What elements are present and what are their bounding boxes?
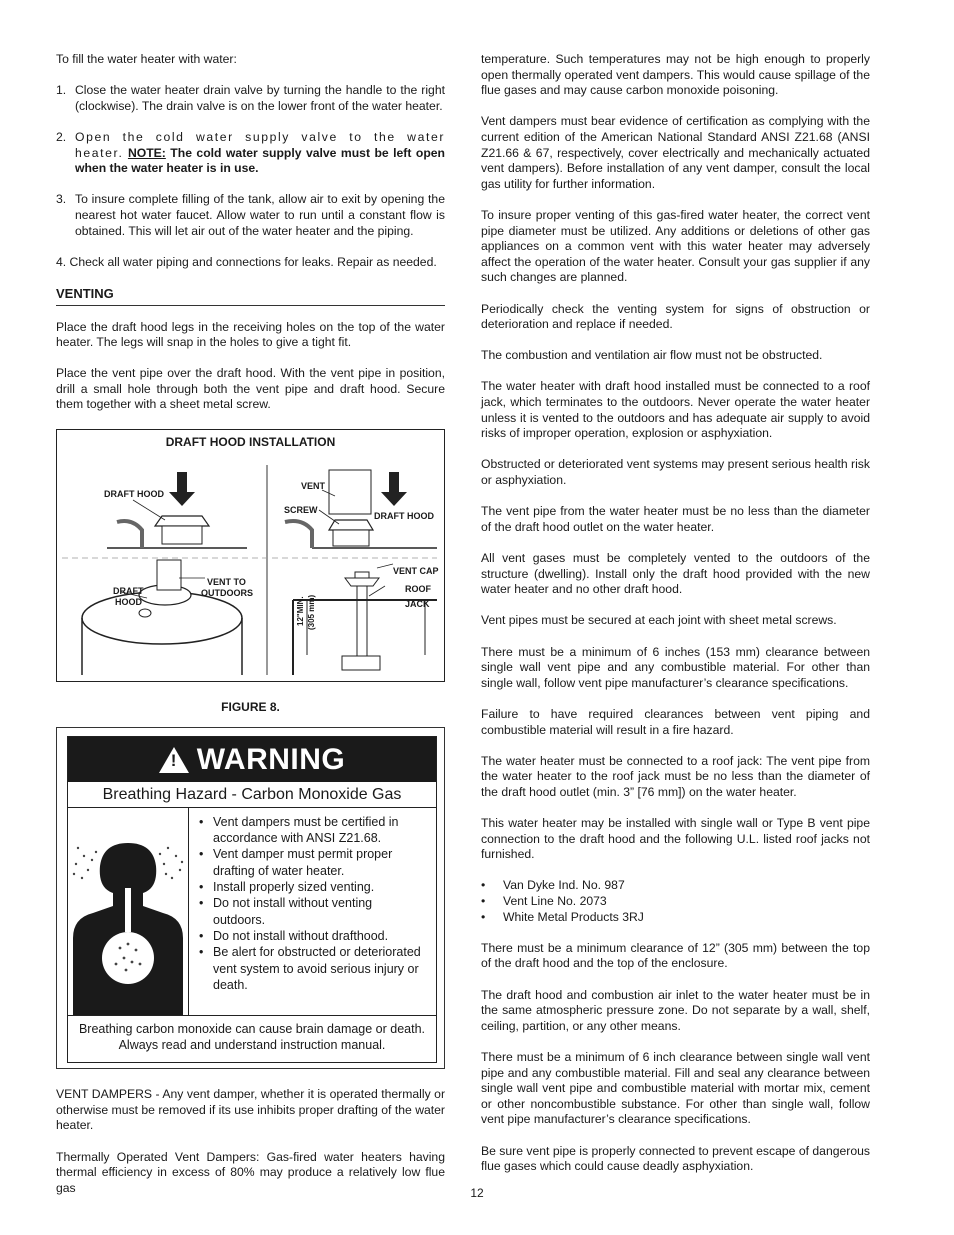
label-vent: VENT <box>301 480 326 491</box>
label-draft-hood-3b: HOOD <box>115 596 142 607</box>
right-paragraph: All vent gases must be completely vented to the outdoors of the structure (dwelling). Install only the draft hood provided with the new water heater and no other draft hood. <box>481 551 870 597</box>
right-paragraph: The vent pipe from the water heater must be no less than the diameter of the draft hood outlet on the water heater. <box>481 504 870 534</box>
page-number: 12 <box>470 1186 484 1200</box>
label-draft-hood-1: DRAFT HOOD <box>104 488 164 499</box>
right-paragraph: Periodically check the venting system for signs of obstruction or deterioration and replace if needed. <box>481 301 870 332</box>
left-column <box>56 52 445 1212</box>
draft-hood-figure <box>56 429 445 682</box>
warning-bullet: • Vent dampers must be certified in accordance with ANSI Z21.68. <box>199 814 399 846</box>
warning-bullet: • Vent damper must permit proper drafting of water heater. <box>199 847 393 878</box>
right-paragraph: The draft hood and combustion air inlet to the water heater must be in the same atmospheric pressure zone. Do not separate by a wall, shelf, ceiling, partition, or any other means. <box>481 987 870 1033</box>
step-3: 3. To insure complete filling of the tank, allow air to exit by opening the nearest hot water faucet. Allow water to run until a constant flow is obtained. This will let air out of the water heater and the piping. <box>56 192 445 238</box>
label-305-mm: (305 mm) <box>307 594 316 630</box>
warning-bullet: • Install properly sized venting. <box>199 880 375 895</box>
right-paragraph: This water heater may be installed with single wall or Type B vent pipe connection to the draft hood and the following U.L. listed roof jacks not furnished. <box>481 816 870 862</box>
right-paragraph: temperature. Such temperatures may not be high enough to properly open thermally operated vent dampers. This would cause spillage of the flue gases and may cause carbon monoxide poisoning. <box>481 52 870 98</box>
right-paragraph: The water heater with draft hood installed must be connected to a roof jack, which terminates to the outdoors. Never operate the water heater unless it is vented to the outdoors and has adequate air supply to avoid risks of improper operation, explosion or asphyxiation. <box>481 379 870 441</box>
note-label: NOTE: <box>127 145 166 160</box>
warning-box <box>56 727 445 1069</box>
fill-intro: To fill the water heater with water: <box>56 52 237 66</box>
list-item: • Van Dyke Ind. No. 987 <box>481 878 625 893</box>
thermal-dampers-paragraph: Thermally Operated Vent Dampers: Gas-fired water heaters having thermal efficiency in excess of 80% may produce a relatively low flue gas <box>56 1149 445 1195</box>
warning-triangle-icon: ! <box>159 747 189 773</box>
breathing-hazard-pictogram-icon <box>68 808 189 1015</box>
right-paragraph: There must be a minimum clearance of 12” (305 mm) between the top of the draft hood and the top of the enclosure. <box>481 940 870 971</box>
label-vent-cap: VENT CAP <box>393 565 439 576</box>
label-outdoors: OUTDOORS <box>201 587 254 598</box>
right-paragraph: To insure proper venting of this gas-fired water heater, the correct vent pipe diameter must be utilized. Any additions or deletions of other gas appliances on a common vent with this water heater may adversely affect the operation of the water heater. Consult your gas supplier if any such changes are planned. <box>481 207 870 285</box>
venting-heading: VENTING <box>56 286 445 306</box>
right-column <box>481 52 870 1190</box>
label-draft-hood-2: DRAFT HOOD <box>374 510 434 521</box>
figure-title: DRAFT HOOD INSTALLATION <box>165 434 336 449</box>
step-2-text: Open the cold water supply valve to the water heater. <box>75 129 445 160</box>
draft-hood-illustration <box>57 430 443 681</box>
warning-subtitle: Breathing Hazard - Carbon Monoxide Gas <box>68 782 436 808</box>
right-paragraph: There must be a minimum of 6 inches (153 mm) clearance between single wall vent pipe and any combustible material. For other than single wall, follow vent pipe manufacturer’s clearance specifications. <box>481 644 870 690</box>
label-screw: SCREW <box>284 504 318 515</box>
warning-footer: Breathing carbon monoxide can cause brain damage or death. Always read and understand instruction manual. <box>78 1021 426 1052</box>
roof-jack-list <box>481 878 870 925</box>
label-vent-to: VENT TO <box>207 576 246 587</box>
right-paragraph: Vent pipes must be secured at each joint with sheet metal screws. <box>481 613 837 628</box>
venting-paragraph-2: Place the vent pipe over the draft hood. With the vent pipe in position, drill a small hole through both the vent pipe and draft hood. Secure them together with a sheet metal screw. <box>56 366 445 412</box>
warning-bullet-list <box>189 808 436 1015</box>
warning-bullet: • Do not install without venting outdoors. <box>199 896 373 927</box>
warning-bullet: • Be alert for obstructed or deteriorated vent system to avoid serious injury or death. <box>199 945 421 992</box>
venting-paragraph-1: Place the draft hood legs in the receiving holes on the top of the water heater. The legs will snap in the holes to give a tight fit. <box>56 319 445 350</box>
label-12-min: 12"MIN. <box>296 596 305 626</box>
figure-caption: FIGURE 8. <box>221 699 280 714</box>
right-paragraph: Obstructed or deteriorated vent systems may present serious health risk or asphyxiation. <box>481 457 870 488</box>
right-paragraph: Failure to have required clearances between vent piping and combustible material will result in a fire hazard. <box>481 706 870 737</box>
warning-header: ! WARNING <box>68 737 436 782</box>
warning-bullet: • Do not install without drafthood. <box>199 928 389 943</box>
right-paragraph: Be sure vent pipe is properly connected to prevent escape of dangerous flue gases which could cause deadly asphyxiation. <box>481 1143 870 1174</box>
note-text: The cold water supply valve must be left open when the water heater is in use. <box>75 145 445 176</box>
list-item: • Vent Line No. 2073 <box>481 894 607 909</box>
list-item: • White Metal Products 3RJ <box>481 909 644 924</box>
vent-dampers-paragraph: VENT DAMPERS - Any vent damper, whether it is operated thermally or otherwise must be removed if its use inhibits proper drafting of the water heater. <box>56 1087 445 1133</box>
label-draft-hood-3a: DRAFT <box>113 585 144 596</box>
step-1: 1. Close the water heater drain valve by turning the handle to the right (clockwise). The drain valve is on the lower front of the water heater. <box>56 83 445 113</box>
right-paragraph: There must be a minimum of 6 inch clearance between single wall vent pipe and any combustible material. Fill and seal any clearance between single wall vent pipe and combustible material with mortar mix, cement or other noncombustible substance. For other than single wall, follow vent pipe manufacturer’s clearance specifications. <box>481 1050 870 1127</box>
step-2: 2. Open the cold water supply valve to the water heater. NOTE: The cold water supply valve must be left open when the water heater is in use. <box>56 129 445 176</box>
right-paragraph: The water heater must be connected to a roof jack: The vent pipe from the water heater to the roof jack must be no less than the diameter of the draft hood outlet (min. 3” [76 mm]) on the water heater. <box>481 753 870 799</box>
step-4: 4. Check all water piping and connections for leaks. Repair as needed. <box>56 254 437 269</box>
right-paragraph: The combustion and ventilation air flow must not be obstructed. <box>481 348 823 363</box>
right-paragraph: Vent dampers must bear evidence of certification as complying with the current edition of the American National Standard ANSI Z21.68 (ANSI Z21.66 & 67, respectively, cover electrically and mechanically actuated vent dampers). Before installation of any vent damper, consult the local gas utility for further information. <box>481 114 870 191</box>
label-roof-jack: ROOF JACK <box>405 583 431 610</box>
